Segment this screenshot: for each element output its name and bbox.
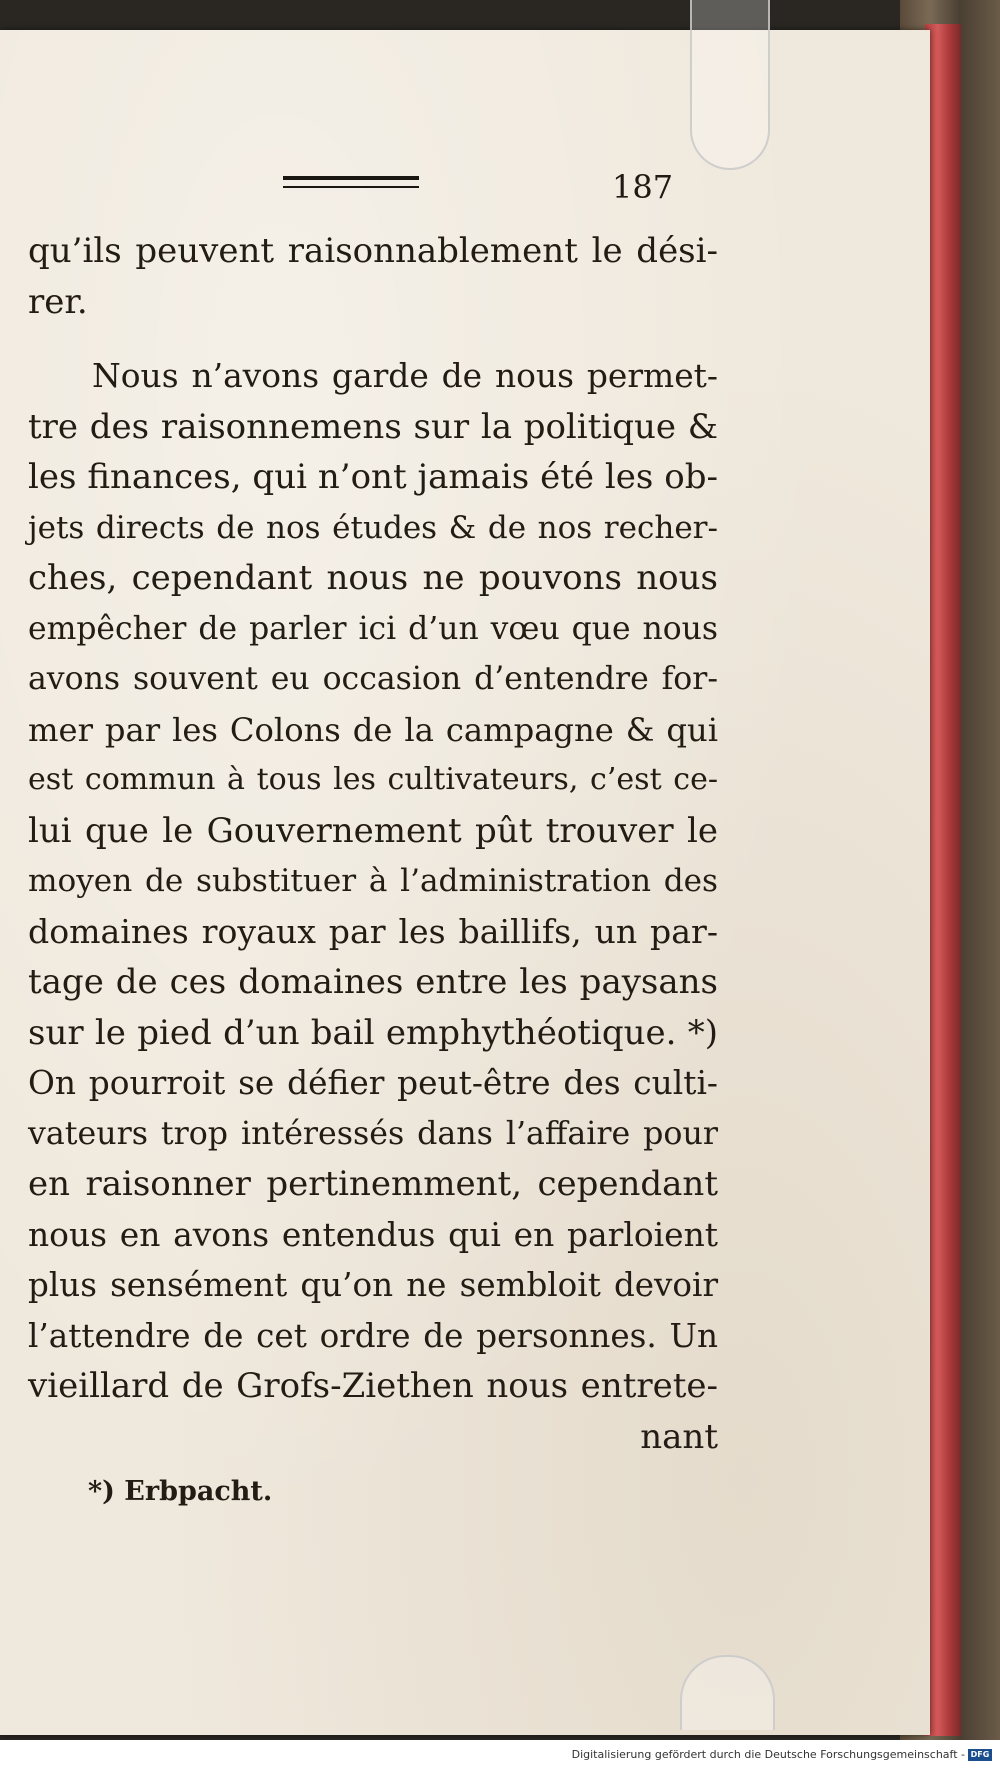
text-line: rer.: [28, 281, 88, 322]
paragraph-break: [28, 327, 718, 351]
text-line: moyen de substituer à l’administration des: [28, 863, 718, 899]
text-line: nous en avons entendus qui en parloient: [28, 1214, 718, 1254]
text-line: qu’ils peuvent raisonnablement le dési-: [28, 231, 718, 271]
text-line: est commun à tous les cultivateurs, c’est ce-: [28, 762, 718, 797]
text-line: tage de ces domaines entre les paysans: [28, 962, 718, 1002]
text-line: tre des raisonnemens sur la politique &: [28, 406, 718, 447]
text-line: sur le pied d’un bail emphythéotique. *): [28, 1012, 718, 1053]
digitization-credit: [572, 1748, 992, 1761]
text-line: plus sensément qu’on ne sembloit devoir: [28, 1266, 718, 1304]
text-line: l’attendre de cet ordre de personnes. Un: [28, 1316, 718, 1355]
text-line: Nous n’avons garde de nous permet-: [92, 356, 718, 395]
footnote: *) Erbpacht.: [88, 1476, 273, 1507]
text-line: jets directs de nos études & de nos recher-: [28, 509, 718, 546]
text-line: domaines royaux par les baillifs, un par-: [28, 911, 718, 951]
text-line: vieillard de Grofs-Ziethen nous entrete-: [28, 1366, 718, 1406]
text-line: en raisonner pertinemment, cependant: [28, 1164, 718, 1204]
credit-text: Digitalisierung gefördert durch die Deutsche Forschungsgemeinschaft -: [571, 1748, 965, 1761]
text-line: empêcher de parler ici d’un vœu que nous: [28, 610, 718, 647]
text-line: mer par les Colons de la campagne & qui: [28, 710, 718, 749]
text-line: les finances, qui n’ont jamais été les ob-: [28, 457, 718, 497]
body-text: [28, 226, 718, 1462]
text-line: On pourroit se défier peut-être des culti-: [28, 1064, 718, 1102]
page-clip-top: [690, 0, 770, 170]
text-line: vateurs trop intéressés dans l’affaire pour: [28, 1115, 718, 1152]
text-line: ches, cependant nous ne pouvons nous: [28, 558, 718, 598]
page-number: 187: [612, 168, 674, 206]
page-clip-bottom: [680, 1655, 775, 1730]
text-line: avons souvent eu occasion d’entendre for-: [28, 661, 718, 697]
red-page-edge: [925, 24, 961, 1736]
catchword: nant: [640, 1416, 718, 1457]
text-line: lui que le Gouvernement pût trouver le: [28, 810, 718, 851]
dfg-logo-icon: DFG: [968, 1749, 992, 1761]
header-rule: [283, 176, 419, 188]
